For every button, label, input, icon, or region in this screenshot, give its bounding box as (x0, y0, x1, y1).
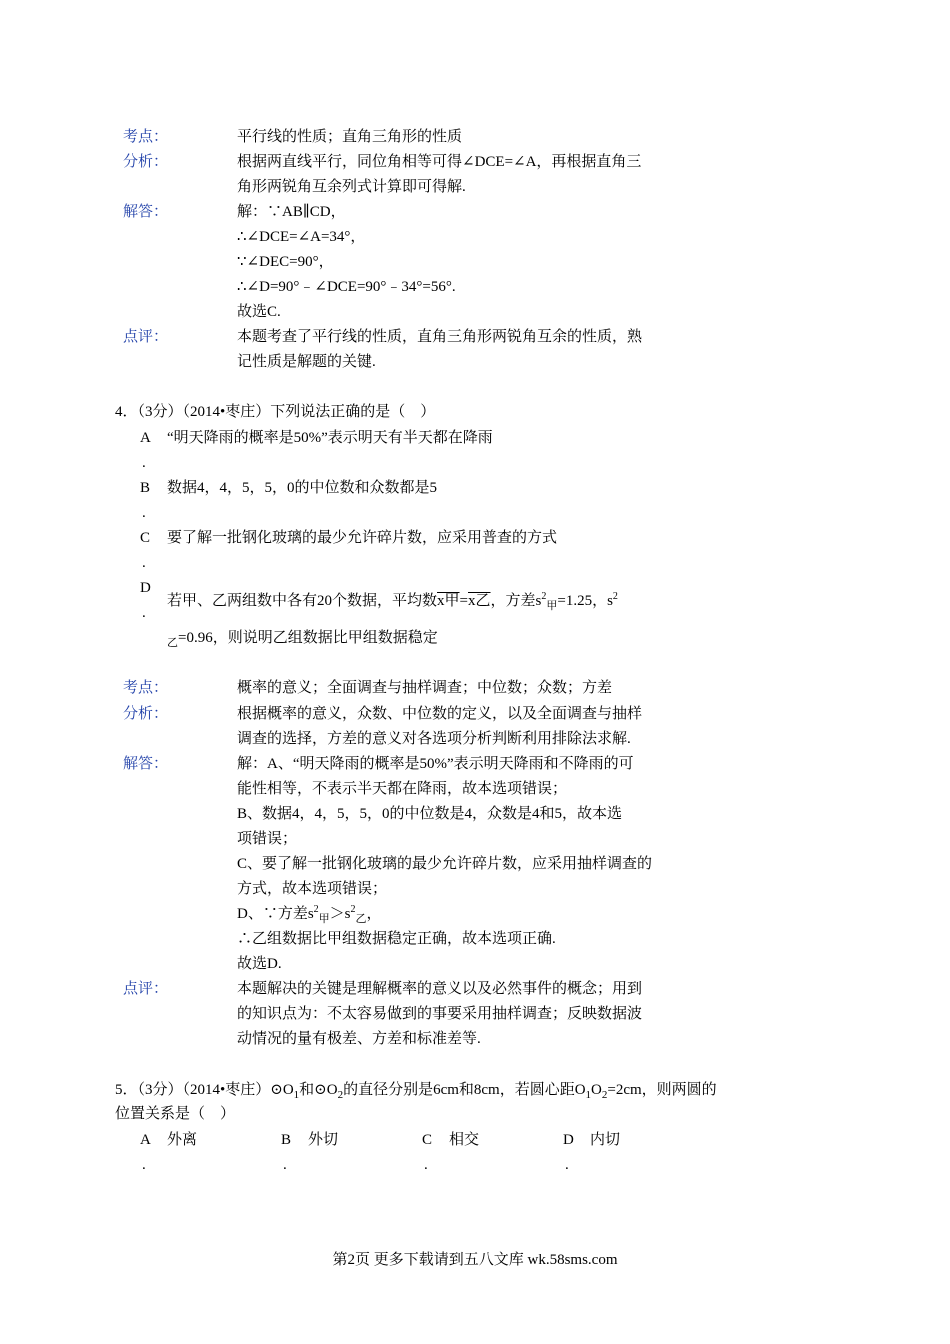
jieda-line: ∵∠DEC=90°， (237, 254, 334, 270)
stem-text: 和⊙O (299, 1082, 338, 1098)
jieda-line: 方式，故本选项错误； (237, 881, 388, 897)
kaodian-text: 平行线的性质；直角三角形的性质 (237, 129, 463, 145)
option-a-text: 外离 (167, 1132, 198, 1148)
jieda-line: C、要了解一批钢化玻璃的最少允许碎片数，应采用抽样调查的 (237, 856, 653, 872)
jieda-text: D、∵方差s (237, 906, 314, 922)
option-dot: . (424, 1157, 428, 1173)
stem-text: 的直径分别是6cm和8cm，若圆心距O (343, 1082, 586, 1098)
fenxi-line: 角形两锐角互余列式计算即可得解. (237, 179, 466, 195)
subscript: 2 (601, 1089, 608, 1101)
option-dot: . (142, 555, 146, 571)
jieda-label: 解答： (123, 756, 169, 772)
superscript: 2 (541, 591, 547, 602)
jieda-text: ＞s (329, 906, 351, 922)
jieda-line (237, 904, 382, 924)
option-letter: D (563, 1132, 574, 1148)
question-stem (115, 1080, 717, 1100)
dianping-label: 点评： (123, 329, 169, 345)
subscript: 1 (585, 1089, 592, 1101)
fenxi-label: 分析： (123, 154, 169, 170)
jieda-line: ∴∠D=90°﹣∠DCE=90°﹣34°=56°. (237, 279, 456, 295)
superscript: 2 (313, 904, 319, 915)
jieda-line: 解：∵AB∥CD， (237, 204, 346, 220)
fenxi-label: 分析： (123, 706, 169, 722)
jieda-line: ∴乙组数据比甲组数据稳定正确，故本选项正确. (237, 931, 556, 947)
jieda-line: 故选C. (237, 304, 281, 320)
option-letter: A (140, 1132, 151, 1148)
option-dot: . (283, 1157, 287, 1173)
option-a-text: “明天降雨的概率是50%”表示明天有半天都在降雨 (167, 430, 493, 446)
option-c-text: 要了解一批钢化玻璃的最少允许碎片数，应采用普查的方式 (167, 530, 558, 546)
jieda-line: 项错误； (237, 831, 298, 847)
option-letter: A (140, 430, 151, 446)
dianping-line: 记性质是解题的关键. (237, 354, 376, 370)
jieda-line: 能性相等，不表示半天都在降雨，故本选项错误； (237, 781, 568, 797)
option-d-text: ，方差s (490, 593, 542, 609)
option-d-line2 (167, 628, 438, 648)
option-letter: B (140, 480, 151, 496)
option-d-text: =0.96，则说明乙组数据比甲组数据稳定 (178, 630, 438, 646)
subscript: 1 (293, 1089, 300, 1101)
subscript: 甲 (318, 913, 330, 925)
subscript: 乙 (355, 913, 367, 925)
jieda-line: 解：A、“明天降雨的概率是50%”表示明天降雨和不降雨的可 (237, 756, 634, 772)
option-c-text: 相交 (449, 1132, 480, 1148)
fenxi-line: 根据两直线平行，同位角相等可得∠DCE=∠A，再根据直角三 (237, 154, 642, 170)
kaodian-label: 考点： (123, 680, 169, 696)
option-letter: B (281, 1132, 292, 1148)
superscript: 2 (612, 591, 618, 602)
dianping-line: 的知识点为：不太容易做到的事要采用抽样调查；反映数据波 (237, 1006, 643, 1022)
option-dot: . (142, 605, 146, 621)
option-letter: C (140, 530, 151, 546)
kaodian-text: 概率的意义；全面调查与抽样调查；中位数；众数；方差 (237, 680, 613, 696)
option-b-text: 外切 (308, 1132, 339, 1148)
fenxi-line: 根据概率的意义，众数、中位数的定义，以及全面调查与抽样 (237, 706, 643, 722)
question-stem-line2: 位置关系是（ ） (115, 1106, 236, 1122)
mean-x-yi: x乙 (468, 593, 491, 609)
superscript: 2 (350, 904, 356, 915)
option-b-text: 数据4，4，5，5，0的中位数和众数都是5 (167, 480, 438, 496)
option-d-line1 (167, 591, 618, 611)
jieda-text: ， (366, 906, 382, 922)
stem-text: =2cm，则两圆的 (607, 1082, 717, 1098)
option-letter: C (422, 1132, 433, 1148)
stem-text: 5．（3分）（2014•枣庄）⊙O (115, 1082, 294, 1098)
jieda-line: 故选D. (237, 956, 282, 972)
option-d-text: =1.25，s (557, 593, 613, 609)
dianping-line: 动情况的量有极差、方差和标准差等. (237, 1031, 481, 1047)
option-dot: . (142, 1157, 146, 1173)
option-dot: . (142, 455, 146, 471)
jieda-line: B、数据4，4，5，5，0的中位数是4，众数是4和5，故本选 (237, 806, 623, 822)
jieda-line: ∴∠DCE=∠A=34°， (237, 229, 366, 245)
subscript: 甲 (546, 600, 558, 612)
option-letter: D (140, 580, 151, 596)
stem-text: O (591, 1082, 602, 1098)
option-dot: . (565, 1157, 569, 1173)
dianping-label: 点评： (123, 981, 169, 997)
equals-sign: = (459, 593, 468, 609)
fenxi-line: 调查的选择，方差的意义对各选项分析判断利用排除法求解. (237, 731, 631, 747)
kaodian-label: 考点： (123, 129, 169, 145)
option-d-text: 内切 (590, 1132, 621, 1148)
dianping-line: 本题解决的关键是理解概率的意义以及必然事件的概念；用到 (237, 981, 643, 997)
option-d-text: 若甲、乙两组数中各有20个数据，平均数 (167, 593, 438, 609)
subscript: 2 (337, 1089, 344, 1101)
subscript: 乙 (167, 637, 178, 649)
mean-x-jia: x甲 (437, 593, 460, 609)
dianping-line: 本题考查了平行线的性质，直角三角形两锐角互余的性质，熟 (237, 329, 643, 345)
question-stem: 4．（3分）（2014•枣庄）下列说法正确的是（ ） (115, 404, 436, 420)
page-footer: 第2页 更多下载请到五八文库 wk.58sms.com (332, 1252, 618, 1268)
option-dot: . (142, 505, 146, 521)
jieda-label: 解答： (123, 204, 169, 220)
